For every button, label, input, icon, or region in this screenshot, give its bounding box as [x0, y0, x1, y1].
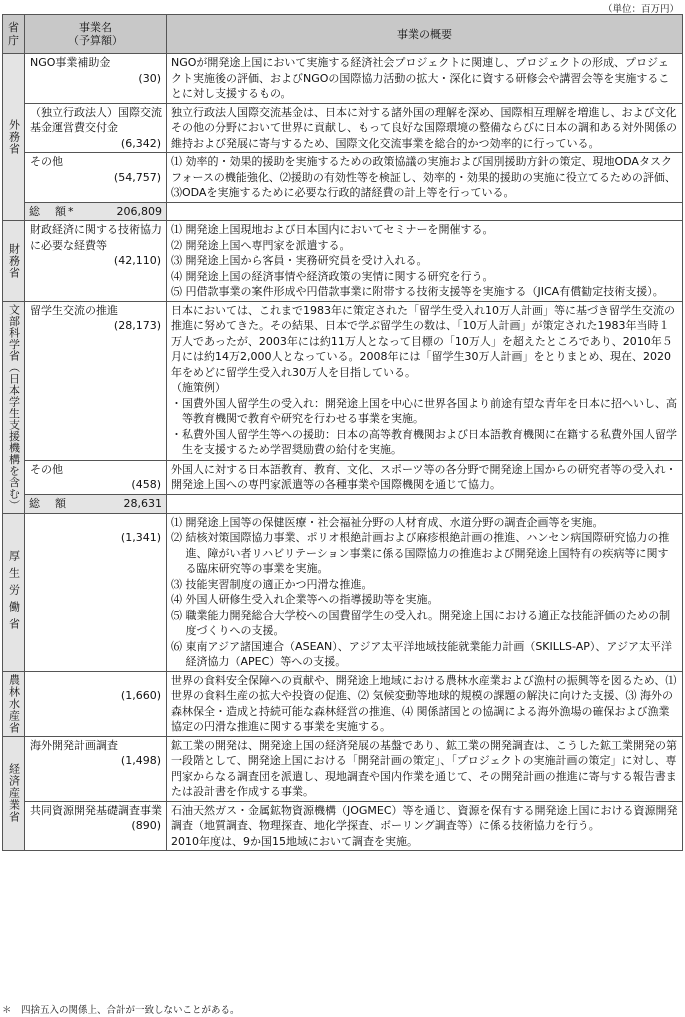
- item-number: ⑵: [171, 238, 186, 252]
- item-text: 私費外国人留学生等への援助：日本の高等教育機関および日本語教育機関に在籍する私費外国人留学生を支援するため学習奨励費の給付を実施。: [182, 427, 677, 456]
- project-cell: [25, 153, 167, 203]
- list-item: [171, 253, 679, 269]
- footnote: ＊ 四捨五入の関係上、合計が一致しないことがある。: [2, 1005, 240, 1016]
- total-cell: [25, 494, 167, 513]
- oda-ministry-budget-table: [2, 14, 683, 851]
- project-desc: 独立行政法人国際交流基金は、日本に対する諸外国の理解を深め、国際相互理解を増進し、および文化その他の分野において世界に貢献し、もって良好な国際環境の整備ならびに日本の調和ある対外関係の維持および発展に寄与するため、国際文化交流事業を総合的かつ効率的に行っている。: [167, 103, 683, 153]
- measures-label: （施策例）: [171, 381, 226, 394]
- item-number: ⑸: [171, 285, 186, 298]
- table-row: [3, 54, 683, 104]
- item-text: 円借款事業の案件形成や円借款事業に附帯する技術支援等を実施する（JICA有償勧定技術支援）。: [185, 285, 664, 298]
- project-name: 財政経済に関する技術協力に必要な経費等: [30, 223, 162, 252]
- header-project-name: 事業名: [79, 21, 112, 34]
- ministry-mext: 文部科学省（日本学生支援機構を含む）: [7, 303, 21, 511]
- ministry-cell-meti: [3, 736, 25, 851]
- table-row: [3, 671, 683, 736]
- desc-text: 石油天然ガス・金属鉱物資源機構（JOGMEC）等を通じ、資源を保有する開発途上国における資源開発調査（地質調査、物理探査、地化学探査、ボーリング調査等）に係る技術協力を行う。: [171, 803, 678, 832]
- ministry-cell-maff: [3, 671, 25, 736]
- project-name: 共同資源開発基礎調査事業: [30, 803, 162, 817]
- project-cell: [25, 513, 167, 671]
- project-amount: (28,173): [113, 319, 161, 332]
- total-value: 206,809: [116, 204, 162, 218]
- table-row: [3, 301, 683, 460]
- project-cell: [25, 801, 167, 851]
- header-overview: 事業の概要: [167, 15, 683, 54]
- item-text: 外国人研修生受入れ企業等への指導援助等を実施。: [185, 593, 439, 606]
- item-text: 開発途上国現地および日本国内においてセミナーを開催する。: [185, 223, 494, 236]
- project-name: [30, 673, 162, 689]
- table-row: [3, 513, 683, 671]
- ministry-cell-foreign: [3, 54, 25, 221]
- project-desc: ⑴ 効率的・効果的援助を実施するための政策協議の実施および国別援助方針の策定、現地ODAタスクフォースの機能強化、⑵援助の有効性等を検証し、効率的・効果的援助の実施に役立てるための評価、⑶ODAを実施するために必要な行政的諸経費の計上等を行っている。: [167, 153, 683, 203]
- item-number: ⑴: [171, 515, 186, 529]
- total-label: 総 額*: [29, 204, 76, 218]
- empty-cell: [167, 202, 683, 221]
- project-amount: (6,342): [120, 136, 161, 150]
- list-item: [171, 427, 679, 458]
- header-ministry: 省庁: [3, 15, 25, 54]
- project-amount: (30): [138, 71, 161, 85]
- total-row: [3, 202, 683, 221]
- project-cell: [25, 54, 167, 104]
- project-amount: (1,498): [120, 754, 161, 767]
- ministry-maff: 農林水産省: [7, 673, 21, 734]
- project-cell: [25, 460, 167, 494]
- header-project-budget: （予算額）: [68, 34, 123, 47]
- table-row: [3, 153, 683, 203]
- item-text: 職業能力開発総合大学校への国費留学生の受入れ。開発途上国における適正な技能評価のための制度づくりへの支援。: [185, 608, 671, 637]
- list-item: [171, 577, 679, 593]
- item-number: ⑴: [171, 223, 186, 236]
- table-row: [3, 460, 683, 494]
- item-text: 東南アジア諸国連合（ASEAN）、アジア太平洋地域技能就業能力計画（SKILLS-AP）、アジア太平洋経済協力（APEC）等への支援。: [185, 639, 672, 668]
- item-text: 結核対策国際協力事業、ポリオ根絶計画および麻疹根絶計画の推進、ハンセン病国際研究協力の推進、障がい者リハビリテーション事業に係る国際協力の推進および開発途上国特有の疾病等に関する臨床研究等の事業を実施。: [185, 531, 670, 575]
- project-cell: [25, 301, 167, 460]
- project-amount: (458): [131, 478, 161, 492]
- header-project: [25, 15, 167, 54]
- list-item: [171, 592, 679, 608]
- total-value: 28,631: [123, 496, 162, 510]
- list-item: [171, 608, 679, 639]
- project-name: その他: [30, 462, 63, 476]
- item-text: 開発途上国へ専門家を派遣する。: [185, 238, 351, 252]
- project-desc: [167, 801, 683, 851]
- project-desc: 外国人に対する日本語教育、教育、文化、スポーツ等の各分野で開発途上国からの研究者等の受入れ・開発途上国への専門家派遣等の各種事業や国際機関を通じて協力。: [167, 460, 683, 494]
- table-row: [3, 103, 683, 153]
- ministry-foreign: 外務省: [7, 119, 21, 155]
- list-item: [171, 238, 679, 254]
- mext-paragraph: 日本においては、これまで1983年に策定された「留学生受入れ10万人計画」等に基づき留学生交流の推進に努めてきた。その結果、日本で学ぶ留学生の数は、「10万人計画」が策定された1983年当時１万人であったが、2003年には約11万人となって目標の「10万人」を超えたところであり、2010年５月には約14万2,000人となっている。2008年には「留学生30万人計画」をとりまとめ、現在、2020年をめどに留学生受入れ30万人を目指している。: [171, 303, 675, 379]
- ministry-meti: 経済産業省: [7, 763, 21, 824]
- item-number: ⑶: [171, 254, 186, 267]
- project-name: （独立行政法人）国際交流基金運営費交付金: [30, 105, 162, 134]
- project-desc: NGOが開発途上国において実施する経済社会プロジェクトに関連し、プロジェクトの形成、プロジェクト実施後の評価、およびNGOの国際協力活動の拡大・深化に資する研修会や講習会等を実施することに対し支援するもの。: [167, 54, 683, 104]
- list-item: [171, 396, 679, 427]
- item-number: ⑸: [171, 608, 186, 622]
- item-text: 国費外国人留学生の受入れ：開発途上国を中心に世界各国より前途有望な青年を日本に招へいし、高等教育機関で教育や研究を行わせる事業を実施。: [182, 396, 677, 425]
- item-bullet: ・: [171, 427, 182, 441]
- item-text: 開発途上国の経済事情や経済政策の実情に関する研究を行う。: [185, 269, 494, 283]
- item-number: ⑹: [171, 639, 186, 653]
- table-header-row: [3, 15, 683, 54]
- project-desc: 世界の食料安全保障への貢献や、開発途上地域における農林水産業および漁村の振興等を図るため、⑴ 世界の食料生産の拡大や投資の促進、⑵ 気候変動等地球的規模の課題の解決に向けた支援、⑶ 海外の森林保全・造成と持続可能な森林経営の推進、⑷ 関係諸国との協調による海外漁場の確保および漁業協定の円滑な推進に関する事業を実施する。: [167, 671, 683, 736]
- list-item: [171, 284, 679, 300]
- project-amount: (42,110): [113, 254, 161, 267]
- item-text: 開発途上国から客員・実務研究員を受け入れる。: [185, 254, 428, 267]
- project-name: 留学生交流の推進: [30, 303, 118, 317]
- list-item: [171, 269, 679, 285]
- project-desc: [167, 513, 683, 671]
- project-amount: (1,341): [120, 531, 161, 544]
- project-amount: (890): [131, 819, 161, 832]
- total-row: [3, 494, 683, 513]
- ministry-mhlw: 厚生労働省: [7, 549, 21, 635]
- table-row: [3, 221, 683, 302]
- project-name: その他: [30, 155, 63, 168]
- empty-cell: [167, 494, 683, 513]
- total-label: 総 額: [29, 496, 68, 510]
- item-text: 技能実習制度の適正かつ円滑な推進。: [185, 577, 373, 591]
- project-cell: [25, 103, 167, 153]
- item-number: ⑷: [171, 593, 186, 606]
- total-cell: [25, 202, 167, 221]
- ministry-cell-finance: [3, 221, 25, 302]
- desc-text-2: 2010年度は、9か国15地域において調査を実施。: [171, 834, 418, 848]
- list-item: [171, 530, 679, 577]
- ministry-cell-mext: [3, 301, 25, 513]
- item-bullet: ・: [171, 396, 182, 410]
- item-text: 開発途上国等の保健医療・社会福祉分野の人材育成、水道分野の調査企画等を実施。: [185, 515, 604, 529]
- item-number: ⑷: [171, 269, 186, 283]
- project-desc: [167, 221, 683, 302]
- item-number: ⑶: [171, 577, 186, 591]
- project-name: [30, 515, 162, 531]
- ministry-finance: 財務省: [7, 242, 21, 279]
- ministry-cell-mhlw: [3, 513, 25, 671]
- item-number: ⑵: [171, 531, 186, 544]
- project-cell: [25, 671, 167, 736]
- project-cell: [25, 221, 167, 302]
- table-row: [3, 801, 683, 851]
- project-desc: [167, 301, 683, 460]
- table-row: [3, 736, 683, 801]
- project-desc: 鉱工業の開発は、開発途上国の経済発展の基盤であり、鉱工業の開発調査は、こうした鉱工業開発の第一段階として、開発途上国における「開発計画の策定」、「プロジェクトの実施計画の策定」に対し、専門家からなる調査団を派遣し、現地調査や国内作業を通じて、その開発計画の推進に寄与する報告書または設計書を作成する事業。: [167, 736, 683, 801]
- list-item: [171, 515, 679, 531]
- project-cell: [25, 736, 167, 801]
- project-amount: (54,757): [113, 170, 161, 184]
- list-item: [171, 222, 679, 238]
- project-name: 海外開発計画調査: [30, 738, 118, 752]
- unit-label: （単位：百万円）: [602, 4, 679, 15]
- list-item: [171, 639, 679, 670]
- project-name: NGO事業補助金: [30, 56, 111, 69]
- project-amount: (1,660): [120, 689, 161, 702]
